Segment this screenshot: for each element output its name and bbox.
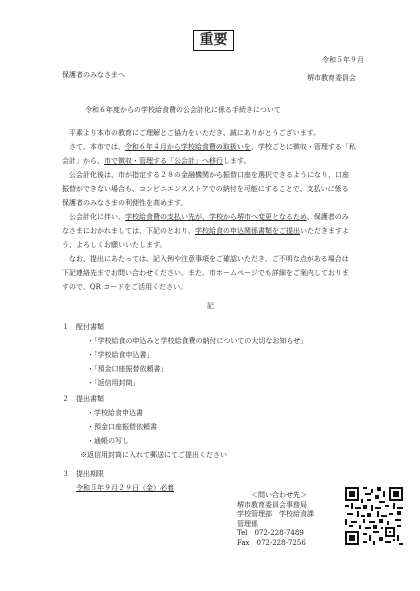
list-item: ・学校給食申込書 (87, 409, 143, 417)
list-item: ・「返信用封筒」 (87, 379, 140, 387)
paragraph-payment-end: 保護者のみなさまの利便性を高めます。 (62, 199, 188, 207)
section-distributed-documents (62, 320, 307, 390)
contact-department: 学校管理部 学校給食課 (237, 510, 314, 518)
paragraph-notes-cont: 下記連絡先までお問い合わせください。また、市ホームページでも詳細をご案内しておりま (62, 269, 349, 277)
list-item: ・「預金口座振替依頼書」 (87, 365, 168, 373)
paragraph-payment: 公会計化後は、市が指定する２８の金融機関から振替口座を選択できるようになり、口座 (69, 171, 349, 179)
section-heading: １ 配付書類 (62, 323, 104, 331)
page-title: 重要 (193, 30, 234, 51)
paragraph-request-cont: なさまにおかれましては、下記のとおり、学校給食の申込関係書類をご提出いただきますよ (62, 227, 349, 235)
section-submission-documents (62, 392, 227, 462)
paragraph-request: 公会計化に伴い、学校給食費の支払い先が、学校から堺市へ変更となるため、保護者のみ (69, 213, 349, 221)
section-heading: ３ 提出期限 (62, 470, 104, 478)
paragraph-notes: なお、提出にあたっては、記入例や注意事項をご確認いただき、ご不明な点がある場合は (69, 255, 349, 263)
issue-date: 令和５年９月 (322, 56, 364, 64)
qr-code-icon (345, 487, 403, 545)
paragraph-payment-cont: 振替ができない場合も、コンビニエンスストアでの納付を可能にすることで、支払いに係る (62, 185, 349, 193)
section-deadline (62, 467, 174, 495)
section-heading: ２ 提出書類 (62, 395, 104, 403)
contact-fax: Fax 072-228-7256 (237, 538, 306, 547)
intro-paragraph (62, 126, 356, 294)
contact-section: 管理係 (237, 519, 258, 528)
list-item: ・「学校給食の申込みと学校給食費の納付についての大切なお知らせ」 (87, 337, 308, 345)
document-subject: 令和６年度からの学校給食費の公会計化に係る手続きについて (85, 106, 281, 114)
list-item: ・預金口座振替依頼書 (87, 423, 157, 431)
contact-info (237, 491, 342, 548)
sender: 堺市教育委員会 (307, 74, 356, 82)
paragraph-request-end: う、よろしくお願いいたします。 (62, 241, 167, 249)
paragraph-notes-end: すので、QR コードをご活用ください。 (62, 283, 188, 291)
ki-heading: 記 (207, 302, 214, 310)
submission-note: ※返信用封筒に入れて郵送にてご提出ください (80, 451, 227, 459)
list-item: ・通帳の写し (87, 437, 129, 445)
contact-header: ＜問い合わせ先＞ (251, 491, 307, 499)
paragraph-change: さて、本市では、令和６年４月から学校給食費の取扱いを、学校ごとに徴収・管理する「私 (69, 143, 356, 151)
paragraph-greeting: 平素より本市の教育にご理解とご協力をいただき、誠にありがとうございます。 (69, 129, 321, 137)
paragraph-change-cont: 会計」から、市で徴収・管理する「公会計」へ移行します。 (62, 157, 251, 165)
contact-office: 堺市教育委員会事務局 (237, 500, 307, 509)
deadline-date: 令和５年９月２９日（金）必着 (76, 484, 174, 492)
contact-tel: Tel 072-228-7489 (237, 529, 304, 537)
addressee: 保護者のみなさまへ (62, 71, 125, 79)
list-item: ・「学校給食申込書」 (87, 351, 154, 359)
